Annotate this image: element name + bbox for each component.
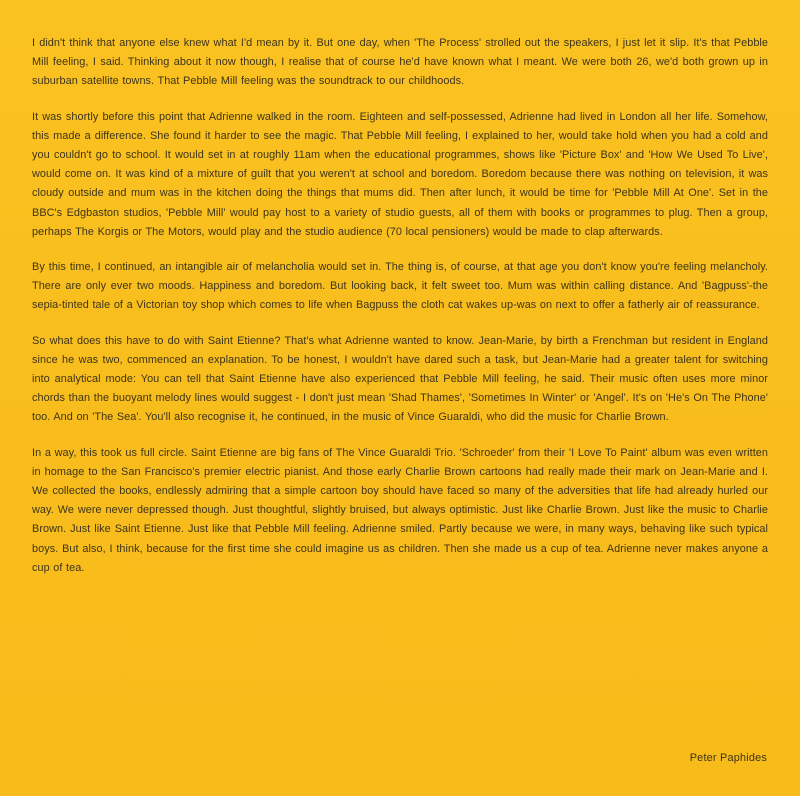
essay-body (32, 34, 768, 594)
paragraph-2: It was shortly before this point that Adrienne walked in the room. Eighteen and self-possessed, Adrienne had lived in London all her life. Somehow, this made a difference. She found it harder to see the magic. That Pebble Mill feeling, I explained to her, would take hold when you had a cold and you couldn't go to school. It would set in at roughly 11am when the educational programmes, shows like 'Picture Box' and 'How We Used To Live', would come on. It was kind of a mixture of guilt that you weren't at school and boredom. Boredom because there was nothing on television, it was cloudy outside and mum was in the kitchen doing the things that mums did. Then after lunch, it would be time for 'Pebble Mill At One'. Set in the BBC's Edgbaston studios, 'Pebble Mill' would pay host to a variety of studio guests, all of them with books or programmes to plug. Then a group, perhaps The Korgis or The Motors, would play and the studio audience (70 local pensioners) would be made to clap afterwards. (32, 110, 768, 238)
paragraph-1: I didn't think that anyone else knew what I'd mean by it. But one day, when 'The Process' strolled out the speakers, I just let it slip. It's that Pebble Mill feeling, I said. Thinking about it now though, I realise that of course he'd have known what I meant. We were both 26, we'd both grown up in suburban satellite towns. That Pebble Mill feeling was the soundtrack to our childhoods. (32, 37, 768, 88)
paragraph-5: In a way, this took us full circle. Saint Etienne are big fans of The Vince Guaraldi Trio. 'Schroeder' from their 'I Love To Paint' album was even written in homage to the San Francisco's premier electric pianist. And those early Charlie Brown cartoons had really made their mark on Jean-Marie and I. We collected the books, endlessly admiring that a simple cartoon boy should have faced so many of the adversities that life had already hurled our way. We were never depressed though. Just thoughtful, slightly bruised, but always optimistic. Just like Charlie Brown. Just like the music to Charlie Brown. Just like Saint Etienne. Just like that Pebble Mill feeling. Adrienne smiled. Partly because we were, in many ways, behaving like such typical boys. But also, I think, because for the first time she could imagine us as children. Then she made us a cup of tea. Adrienne never makes anyone a cup of tea. (32, 446, 768, 574)
paragraph-4: So what does this have to do with Saint Etienne? That's what Adrienne wanted to know. Jean-Marie, by birth a Frenchman but resident in England since he was two, commenced an explanation. To be honest, I wouldn't have dared such a task, but Jean-Marie had a greater talent for switching into analytical mode: You can tell that Saint Etienne have also experienced that Pebble Mill feeling, he said. Their music often uses more minor chords than the buoyant melody lines would suggest - I don't just mean 'Shad Thames', 'Sometimes In Winter' or 'Angel'. It's on 'He's On The Phone' too. And on 'The Sea'. You'll also recognise it, he continued, in the music of Vince Guaraldi, who did the music for Charlie Brown. (32, 334, 768, 424)
author-signature: Peter Paphides (689, 752, 767, 764)
paragraph-3: By this time, I continued, an intangible air of melancholia would set in. The thing is, of course, at that age you don't know you're feeling melancholy. There are only ever two moods. Happiness and boredom. But looking back, it felt sweet too. Mum was within calling distance. And 'Bagpuss'-the sepia-tinted tale of a Victorian toy shop which comes to life when Bagpuss the cloth cat wakes up-was on next to offer a fatherly air of reassurance. (32, 261, 768, 312)
